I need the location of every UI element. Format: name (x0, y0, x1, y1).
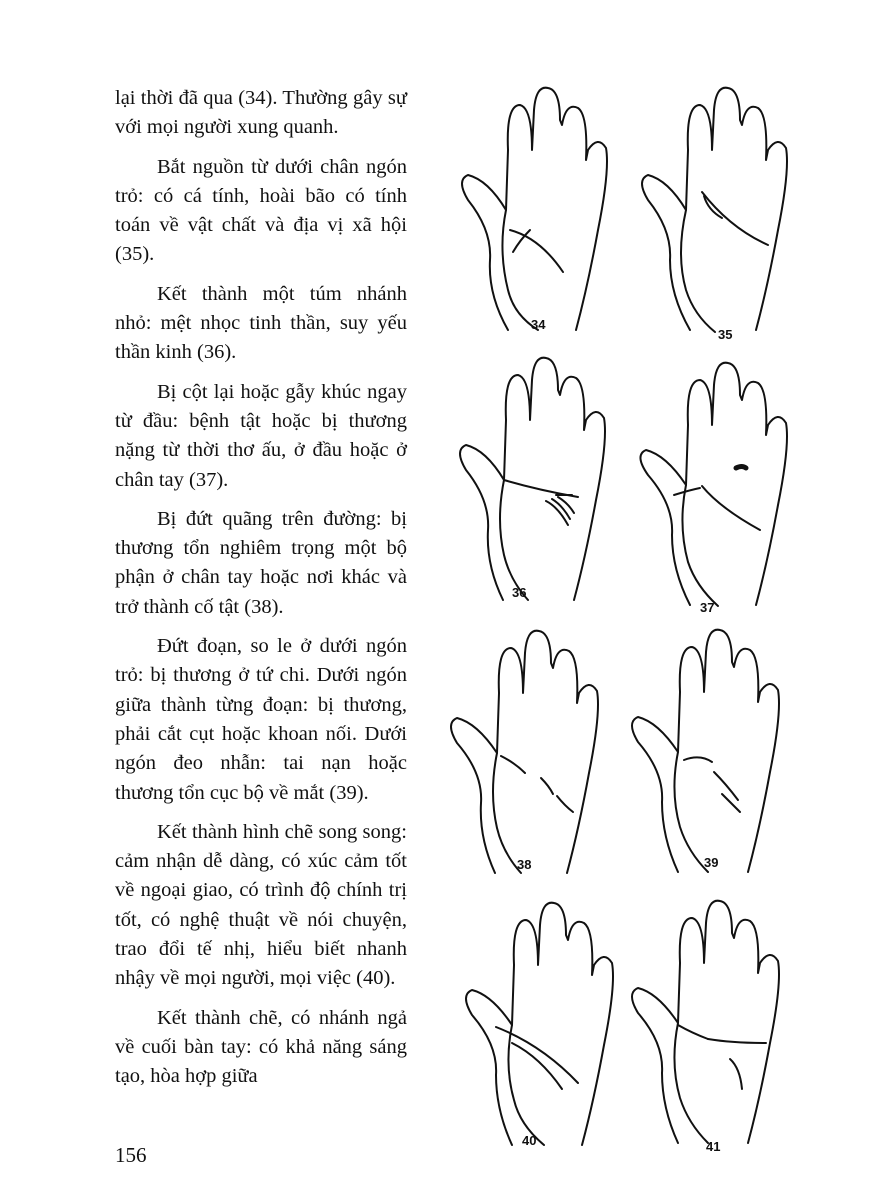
figure-label: 37 (700, 600, 715, 615)
palm-outline-icon (448, 355, 638, 625)
figure-label: 36 (512, 585, 527, 600)
page-number: 156 (115, 1143, 147, 1167)
palm-outline-icon (630, 70, 820, 340)
palm-figure-37 (630, 350, 820, 620)
palm-figure-40 (452, 895, 642, 1165)
palm-figure-39 (622, 622, 812, 892)
paragraph: Kết thành một túm nhánh nhỏ: mệt nhọc tinh thần, suy yếu thần kinh (36). (115, 282, 407, 364)
figure-label: 38 (517, 857, 532, 872)
palm-outline-icon (452, 895, 642, 1165)
figure-label: 40 (522, 1133, 537, 1148)
palm-figure-35 (630, 70, 820, 340)
paragraph: Kết thành chẽ, có nhánh ngả về cuối bàn tay: có khả năng sáng tạo, hòa hợp giữa (115, 1006, 407, 1088)
paragraph: Kết thành hình chẽ song song: cảm nhận dễ dàng, có xúc cảm tốt về ngoại giao, có trình độ chính trị tốt, có nghệ thuật về nói chuyện, trao đổi tế nhị, hiểu biết nhanh nhậy về mọi người, mọi việc (40). (115, 820, 407, 990)
figure-label: 34 (531, 317, 546, 332)
palm-outline-icon (445, 628, 635, 898)
paragraph: Bắt nguồn từ dưới chân ngón trỏ: có cá tính, hoài bão có tính toán về vật chất và địa vị xã hội (35). (115, 155, 407, 266)
paragraph: lại thời đã qua (34). Thường gây sự với mọi người xung quanh. (115, 87, 407, 139)
paragraph: Bị cột lại hoặc gẫy khúc ngay từ đầu: bệnh tật hoặc bị thương nặng từ thời thơ ấu, ở đầu hoặc ở chân tay (37). (115, 380, 407, 491)
palm-outline-icon (448, 80, 638, 350)
palm-outline-icon (630, 350, 820, 620)
palm-figure-41 (622, 893, 812, 1163)
paragraph: Đứt đoạn, so le ở dưới ngón trỏ: bị thương ở tứ chi. Dưới ngón giữa thành từng đoạn: bị thương, phải cắt cụt hoặc khoan nối. Dưới ngón đeo nhẫn: tai nạn hoặc thương tổn cục bộ về mắt (39). (115, 635, 407, 804)
figure-label: 35 (718, 327, 733, 342)
palm-figure-36 (448, 355, 638, 625)
figure-label: 41 (706, 1139, 721, 1154)
paragraph: Bị đứt quãng trên đường: bị thương tổn nghiêm trọng một bộ phận ở chân tay hoặc nơi khác và trở thành cố tật (38). (115, 507, 407, 618)
palm-figure-34 (448, 80, 638, 350)
palm-figure-38 (445, 628, 635, 898)
palm-outline-icon (622, 622, 812, 892)
figure-label: 39 (704, 855, 719, 870)
palm-outline-icon (622, 893, 812, 1163)
